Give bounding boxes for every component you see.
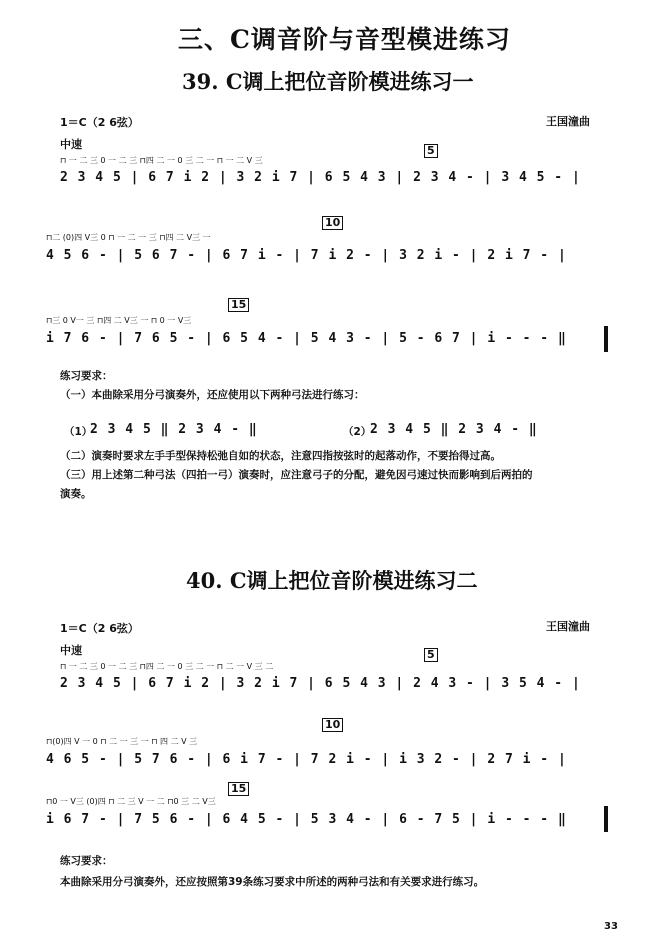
final-barline xyxy=(604,806,608,832)
notation-line: 2 3 4 5 | 6 7 i 2 | 3 2 i 7 | 6 5 4 3 | 2 4 3 - | 3 5 4 - | xyxy=(60,676,581,691)
bowing-marks: ⊓二 (0)四 V三 0 ⊓ 一 二 一 三 ⊓四 二 V三 一 xyxy=(46,233,211,242)
requirement-item: （一）本曲除采用分弓演奏外，还应使用以下两种弓法进行练习： xyxy=(60,389,365,401)
bowing-example: 2 3 4 5 ‖ 2 3 4 - ‖ xyxy=(370,422,538,437)
tempo-marking: 中速 xyxy=(60,644,82,657)
bar-number: 15 xyxy=(228,298,249,312)
notation-line: 4 5 6 - | 5 6 7 - | 6 7 i - | 7 i 2 - | 3 2 i - | 2 i 7 - | xyxy=(46,248,567,263)
notation-line: 4 6 5 - | 5 7 6 - | 6 i 7 - | 7 2 i - | i 3 2 - | 2 7 i - | xyxy=(46,752,567,767)
key-signature: 1＝C（2 6弦） xyxy=(60,622,139,635)
page-number: 33 xyxy=(604,921,618,932)
bar-number: 15 xyxy=(228,782,249,796)
final-barline xyxy=(604,326,608,352)
exercise-40-title: 40. C调上把位音阶模进练习二 xyxy=(186,568,478,593)
composer: 王国潼曲 xyxy=(546,620,590,633)
bowing-marks: ⊓(0)四 V 一 0 ⊓ 二 一 三 一 ⊓ 四 二 V 三 xyxy=(46,737,198,746)
bowing-marks: ⊓0 一 V三 (0)四 ⊓ 二 三 V 一 二 ⊓0 三 二 V三 xyxy=(46,797,216,806)
composer: 王国潼曲 xyxy=(546,115,590,128)
bar-number: 10 xyxy=(322,216,343,230)
requirements-heading: 练习要求： xyxy=(60,370,113,382)
bowing-example: 2 3 4 5 ‖ 2 3 4 - ‖ xyxy=(90,422,258,437)
bowing-marks: ⊓三 0 V一 三 ⊓四 二 V三 一 ⊓ 0 一 V三 xyxy=(46,316,192,325)
bowing-label: （1） xyxy=(64,426,93,438)
bar-number: 5 xyxy=(424,144,438,158)
requirement-item: （二）演奏时要求左手手型保持松弛自如的状态，注意四指按弦时的起落动作，不要抬得过高。 xyxy=(60,450,501,462)
section-title: 三、C调音阶与音型模进练习 xyxy=(178,25,511,54)
tempo-marking: 中速 xyxy=(60,138,82,151)
notation-line: i 7 6 - | 7 6 5 - | 6 5 4 - | 5 4 3 - | 5 - 6 7 | i - - - ‖ xyxy=(46,331,567,346)
requirement-item: 演奏。 xyxy=(60,488,92,500)
bowing-label: （2） xyxy=(343,426,372,438)
notation-line: 2 3 4 5 | 6 7 i 2 | 3 2 i 7 | 6 5 4 3 | 2 3 4 - | 3 4 5 - | xyxy=(60,170,581,185)
bowing-marks: ⊓ 一 二 三 0 一 二 三 ⊓四 二 一 0 三 二 一 ⊓ 一 二 V 三 xyxy=(60,156,263,165)
requirement-item: 本曲除采用分弓演奏外，还应按照第39条练习要求中所述的两种弓法和有关要求进行练习。 xyxy=(60,876,485,888)
key-signature: 1＝C（2 6弦） xyxy=(60,116,139,129)
exercise-39-title: 39. C调上把位音阶模进练习一 xyxy=(182,69,474,94)
requirements-heading: 练习要求： xyxy=(60,855,113,867)
notation-line: i 6 7 - | 7 5 6 - | 6 4 5 - | 5 3 4 - | 6 - 7 5 | i - - - ‖ xyxy=(46,812,567,827)
requirement-item: （三）用上述第二种弓法（四拍一弓）演奏时，应注意弓子的分配，避免因弓速过快而影响到后两拍的 xyxy=(60,469,533,481)
bar-number: 10 xyxy=(322,718,343,732)
bar-number: 5 xyxy=(424,648,438,662)
bowing-marks: ⊓ 一 二 三 0 一 二 三 ⊓四 二 一 0 三 二 一 ⊓ 二 一 V 三 二 xyxy=(60,662,274,671)
